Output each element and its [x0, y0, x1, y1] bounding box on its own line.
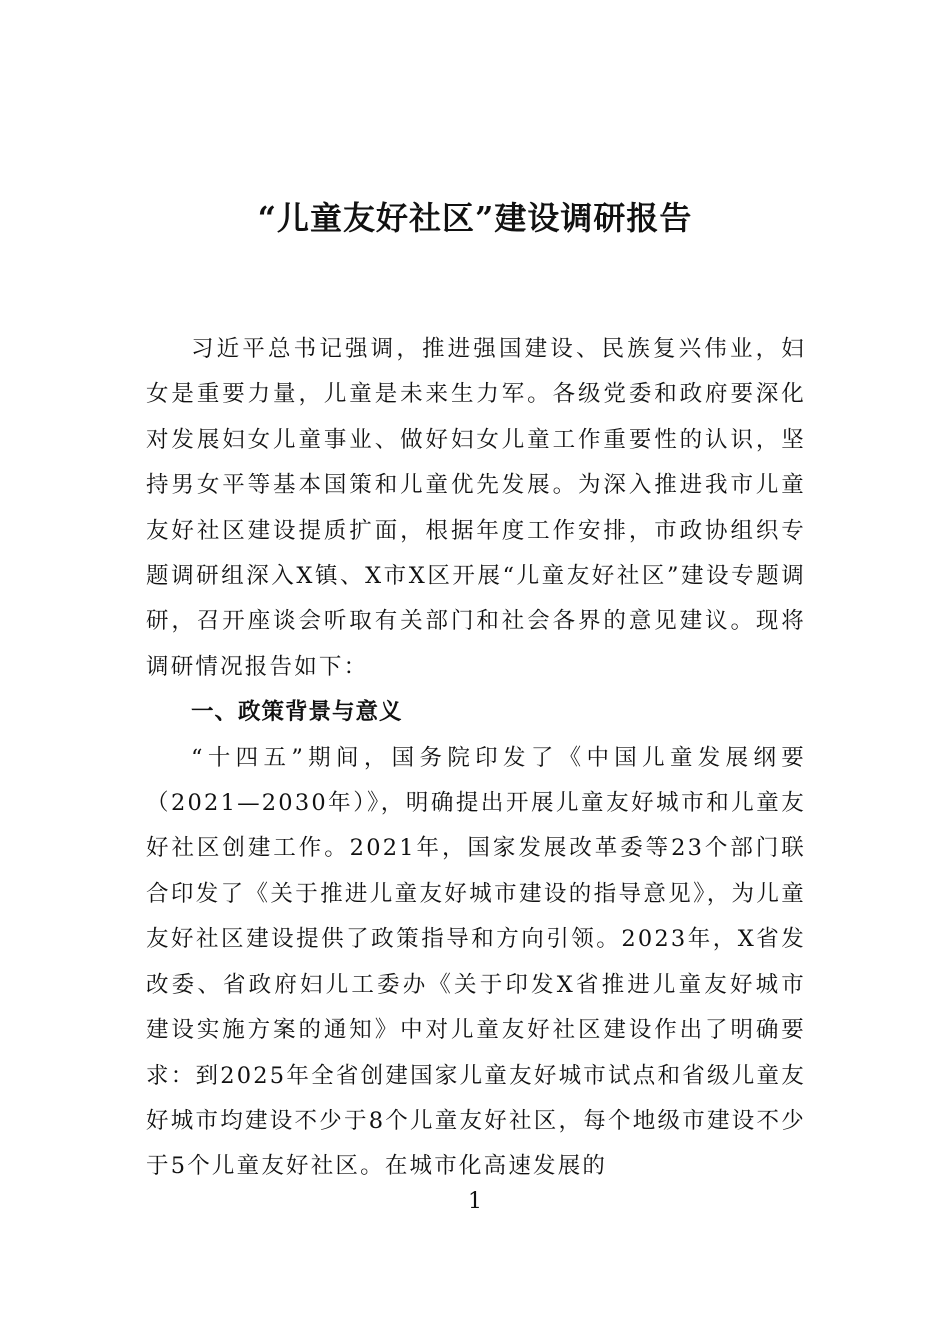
document-title: “儿童友好社区”建设调研报告 [257, 199, 693, 237]
section-heading: 一、政策背景与意义 [191, 699, 403, 726]
document-body [146, 327, 806, 1190]
section-paragraph: “十四五”期间，国务院印发了《中国儿童发展纲要（2021—2030年）》，明确提出开展儿童友好城市和儿童友好社区创建工作。2021年，国家发展改革委等23个部门联合印发了《关于推进儿童友好城市建设的指导意见》，为儿童友好社区建设提供了政策指导和方向引领。2023年，X省发改委、省政府妇儿工委办《关于印发X省推进儿童友好城市建设实施方案的通知》中对儿童友好社区建设作出了明确要求：到2025年全省创建国家儿童友好城市试点和省级儿童友好城市均建设不少于8个儿童友好社区，每个地级市建设不少于5个儿童友好社区。在城市化高速发展的 [146, 744, 806, 1180]
intro-paragraph: 习近平总书记强调，推进强国建设、民族复兴伟业，妇女是重要力量，儿童是未来生力军。各级党委和政府要深化对发展妇女儿童事业、做好妇女儿童工作重要性的认识，坚持男女平等基本国策和儿童优先发展。为深入推进我市儿童友好社区建设提质扩面，根据年度工作安排，市政协组织专题调研组深入X镇、X市X区开展“儿童友好社区”建设专题调研，召开座谈会听取有关部门和社会各界的意见建议。现将调研情况报告如下： [146, 336, 806, 680]
page-number: 1 [468, 1189, 482, 1214]
